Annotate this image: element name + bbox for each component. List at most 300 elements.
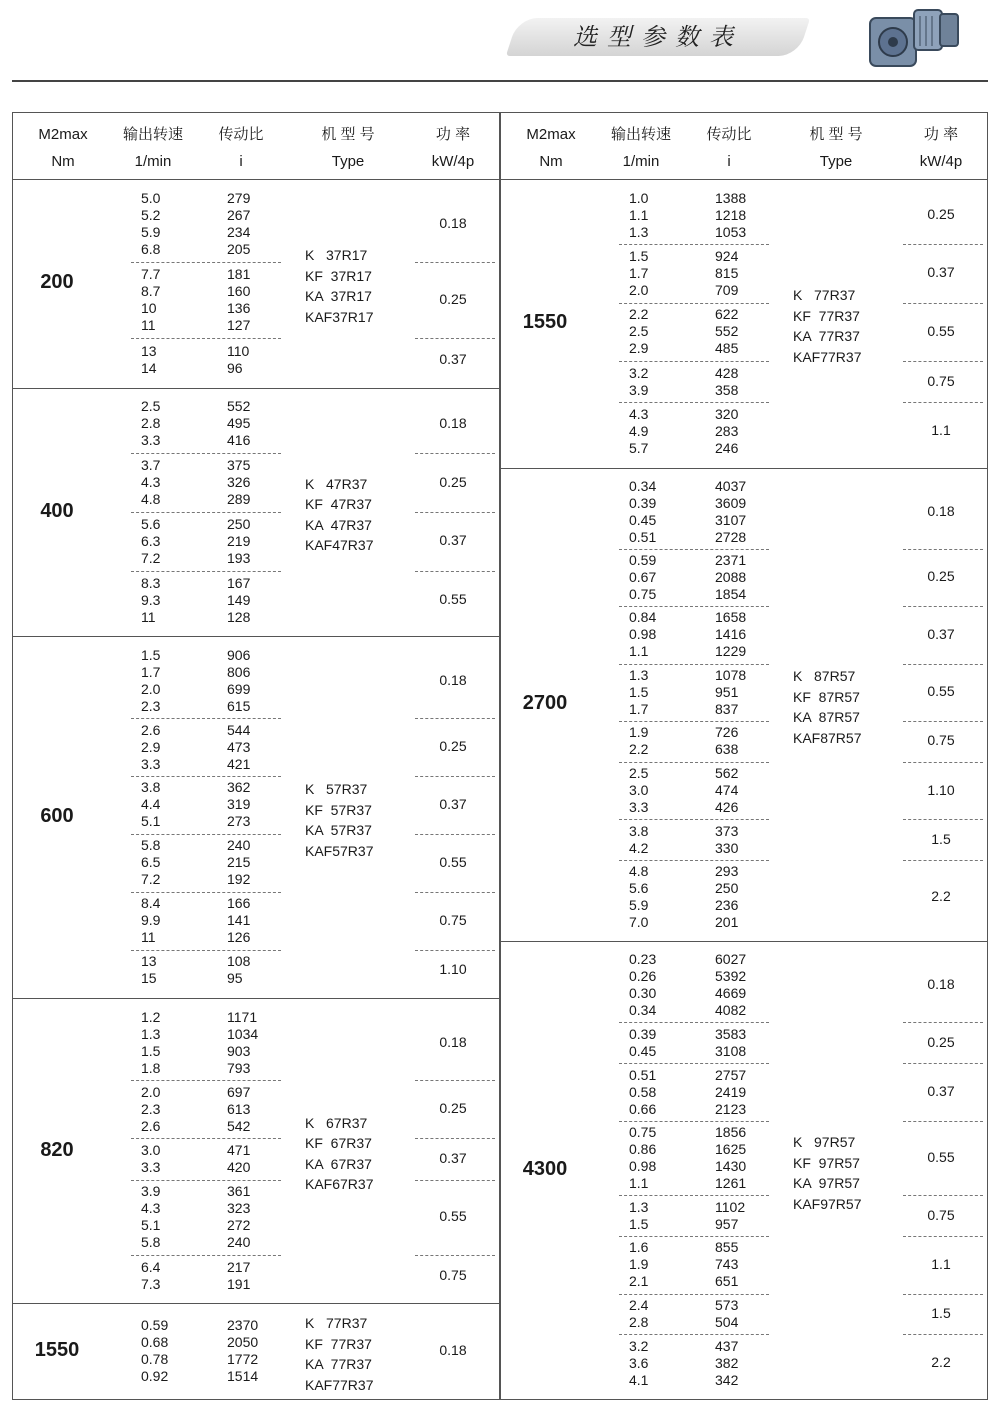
- ratio-value: 283: [715, 422, 739, 439]
- ratio-value: 141: [227, 912, 251, 929]
- power-value: 0.18: [439, 1342, 467, 1359]
- ratio-value: 2419: [715, 1083, 747, 1100]
- ratio-value: 1625: [715, 1141, 747, 1157]
- output-speed: 0.84: [629, 609, 657, 626]
- output-speed: 13: [141, 342, 157, 359]
- ratio-value: 126: [227, 929, 251, 946]
- power-value: 1.1: [931, 422, 951, 439]
- m2max-value: 600: [40, 805, 74, 828]
- block-divider: [619, 762, 769, 763]
- m2max-value: 200: [40, 271, 74, 294]
- output-speed: 1.5: [629, 247, 649, 264]
- ratio-value: 1218: [715, 206, 747, 223]
- output-speed: 1.0: [629, 189, 649, 206]
- header-ratio-line: i: [727, 153, 731, 170]
- ratio-value: 323: [227, 1200, 251, 1217]
- ratio-value: 192: [227, 871, 251, 888]
- block-divider: [903, 549, 983, 550]
- output-speed: 0.68: [141, 1334, 169, 1351]
- output-speed: 5.6: [141, 515, 161, 532]
- ratio-value: 234: [227, 224, 251, 241]
- power-value: 0.75: [927, 372, 955, 389]
- block-divider: [903, 244, 983, 245]
- model-type-list: K 97R57 KF 97R57 KA 97R57 KAF97R57: [793, 1134, 862, 1212]
- ratio-value: 205: [227, 241, 251, 258]
- block-divider: [131, 453, 281, 454]
- ratio-value: 615: [227, 697, 251, 714]
- model-type-list: K 47R37 KF 47R37 KA 47R37 KAF47R37: [305, 475, 374, 554]
- power-value: 0.37: [439, 350, 467, 367]
- output-speed: 3.3: [141, 432, 161, 449]
- block-divider: [131, 1255, 281, 1256]
- output-speed: 8.7: [141, 283, 161, 300]
- header-speed: [113, 121, 193, 175]
- output-speed: 4.3: [141, 1200, 161, 1217]
- power-value: 0.25: [439, 738, 467, 754]
- output-speed: 5.1: [141, 1217, 161, 1234]
- ratio-value: 485: [715, 340, 739, 357]
- output-speed: 6.4: [141, 1258, 161, 1275]
- selection-table-left: [12, 112, 500, 1400]
- ratio-value: 473: [227, 738, 251, 755]
- ratio-value: 96: [227, 359, 243, 376]
- power-value: 0.18: [439, 1033, 467, 1050]
- ratio-value: 815: [715, 264, 739, 281]
- block-divider: [415, 338, 495, 339]
- block-divider: [903, 721, 983, 722]
- output-speed: 15: [141, 970, 157, 987]
- model-type-list: K 87R57 KF 87R57 KA 87R57 KAF87R57: [793, 668, 862, 746]
- power-value: 0.18: [439, 414, 467, 431]
- output-speed: 4.8: [629, 863, 649, 880]
- output-speed: 0.59: [629, 551, 657, 568]
- output-speed: 0.34: [629, 477, 657, 494]
- ratio-value: 504: [715, 1314, 739, 1330]
- output-speed: 7.3: [141, 1275, 161, 1292]
- block-divider: [131, 718, 281, 719]
- ratio-value: 793: [227, 1059, 251, 1076]
- output-speed: 0.59: [141, 1317, 169, 1334]
- block-divider: [903, 606, 983, 607]
- output-speed: 8.3: [141, 574, 161, 591]
- header-power-line: 功 率: [923, 126, 959, 143]
- output-speed: 1.5: [141, 1042, 161, 1059]
- ratio-value: 906: [227, 646, 251, 663]
- output-speed: 3.9: [629, 381, 649, 398]
- block-divider: [903, 1236, 983, 1237]
- model-type-list: K 77R37 KF 77R37 KA 77R37 KAF77R37: [305, 1315, 374, 1393]
- output-speed: 7.0: [629, 914, 649, 931]
- m2max-value: 1550: [34, 1339, 80, 1362]
- gear-reducer-icon: [868, 6, 960, 72]
- ratio-value: 471: [227, 1142, 251, 1159]
- output-speed: 2.4: [629, 1297, 649, 1313]
- power-value: 0.55: [439, 591, 467, 608]
- block-divider: [131, 571, 281, 572]
- ratio-value: 651: [715, 1273, 739, 1290]
- block-divider: [619, 664, 769, 665]
- block-divider: [415, 453, 495, 454]
- output-speed: 2.5: [629, 323, 649, 340]
- ratio-value: 2757: [715, 1066, 747, 1083]
- header-type-line: Type: [819, 153, 853, 170]
- block-divider: [903, 361, 983, 362]
- output-speed: 4.4: [141, 796, 161, 813]
- output-speed: 2.8: [141, 415, 161, 432]
- ratio-value: 110: [227, 342, 250, 359]
- power-value: 0.25: [927, 568, 955, 585]
- ratio-value: 1102: [715, 1198, 746, 1215]
- output-speed: 3.7: [141, 457, 161, 474]
- ratio-value: 1416: [715, 626, 747, 643]
- model-type-list: K 37R17 KF 37R17 KA 37R17 KAF37R17: [305, 247, 374, 325]
- block-divider: [903, 1022, 983, 1023]
- header-speed: [601, 121, 681, 175]
- output-speed: 1.9: [629, 1256, 649, 1273]
- block-divider: [415, 512, 495, 513]
- output-speed: 0.78: [141, 1351, 169, 1368]
- block-divider: [619, 1294, 769, 1295]
- header-ratio-line: 传动比: [218, 126, 264, 143]
- output-speed: 4.9: [629, 422, 649, 439]
- header-speed-line: 输出转速: [122, 126, 183, 143]
- output-speed: 5.1: [141, 813, 161, 830]
- header-power-line: kW/4p: [431, 153, 475, 170]
- header-m2max: [501, 121, 601, 175]
- output-speed: 11: [141, 929, 156, 946]
- header-type: [781, 121, 891, 175]
- block-divider: [619, 819, 769, 820]
- output-speed: 0.75: [629, 1124, 657, 1140]
- ratio-value: 2050: [227, 1334, 259, 1351]
- power-value: 0.37: [439, 532, 467, 549]
- output-speed: 0.92: [141, 1368, 169, 1385]
- output-speed: 0.66: [629, 1100, 657, 1117]
- group-divider: [501, 468, 987, 469]
- output-speed: 0.34: [629, 1002, 657, 1019]
- ratio-value: 1261: [715, 1175, 747, 1191]
- ratio-value: 1854: [715, 585, 747, 602]
- block-divider: [903, 1334, 983, 1335]
- block-divider: [415, 571, 495, 572]
- output-speed: 3.9: [141, 1183, 161, 1200]
- ratio-value: 279: [227, 190, 251, 207]
- ratio-value: 382: [715, 1354, 739, 1371]
- ratio-value: 250: [227, 515, 251, 532]
- output-speed: 11: [141, 317, 156, 334]
- ratio-value: 544: [227, 721, 251, 738]
- block-divider: [903, 664, 983, 665]
- ratio-value: 128: [227, 608, 251, 625]
- output-speed: 1.1: [629, 1175, 649, 1191]
- output-speed: 1.3: [629, 666, 649, 683]
- block-divider: [131, 338, 281, 339]
- ratio-value: 1171: [227, 1008, 258, 1025]
- ratio-value: 373: [715, 822, 739, 839]
- ratio-value: 1229: [715, 643, 747, 660]
- ratio-value: 267: [227, 207, 251, 224]
- ratio-value: 903: [227, 1042, 251, 1059]
- output-speed: 8.4: [141, 895, 161, 912]
- ratio-value: 5392: [715, 968, 747, 985]
- block-divider: [131, 950, 281, 951]
- output-speed: 0.51: [629, 528, 657, 545]
- block-divider: [415, 718, 495, 719]
- output-speed: 4.1: [629, 1371, 649, 1388]
- ratio-value: 855: [715, 1239, 739, 1256]
- page-title: 选型参数表: [573, 23, 743, 51]
- power-value: 1.5: [931, 1305, 951, 1321]
- power-value: 1.5: [931, 830, 951, 847]
- output-speed: 0.98: [629, 1158, 657, 1174]
- output-speed: 10: [141, 300, 157, 317]
- ratio-value: 709: [715, 281, 739, 298]
- ratio-value: 362: [227, 779, 251, 796]
- output-speed: 1.9: [629, 724, 649, 741]
- power-value: 1.1: [931, 1255, 951, 1272]
- block-divider: [619, 303, 769, 304]
- output-speed: 3.0: [141, 1142, 161, 1159]
- output-speed: 2.8: [629, 1314, 649, 1330]
- output-speed: 3.8: [629, 822, 649, 839]
- output-speed: 6.5: [141, 854, 161, 871]
- output-speed: 3.3: [141, 1159, 161, 1176]
- ratio-value: 437: [715, 1337, 739, 1354]
- group-divider: [501, 941, 987, 942]
- m2max-value: 820: [40, 1138, 74, 1161]
- block-divider: [415, 1180, 495, 1181]
- output-speed: 5.9: [629, 897, 649, 914]
- group-divider: [13, 388, 499, 389]
- block-divider: [131, 1080, 281, 1081]
- power-value: 0.25: [439, 1100, 467, 1117]
- block-divider: [619, 1236, 769, 1237]
- ratio-value: 160: [227, 283, 251, 300]
- ratio-value: 166: [227, 895, 251, 912]
- power-value: 0.18: [927, 502, 955, 519]
- output-speed: 1.5: [141, 646, 161, 663]
- header-power: [408, 121, 498, 175]
- block-divider: [131, 1180, 281, 1181]
- block-divider: [415, 950, 495, 951]
- power-value: 0.37: [439, 795, 467, 812]
- ratio-value: 250: [715, 880, 739, 897]
- ratio-value: 699: [227, 680, 251, 697]
- ratio-value: 1856: [715, 1124, 747, 1140]
- power-value: 0.25: [439, 291, 467, 308]
- output-speed: 14: [141, 359, 157, 376]
- header-speed-line: 1/min: [134, 153, 172, 170]
- ratio-value: 426: [715, 799, 739, 816]
- power-value: 2.2: [931, 888, 951, 905]
- output-speed: 1.8: [141, 1059, 161, 1076]
- ratio-value: 272: [227, 1217, 251, 1234]
- output-speed: 2.9: [141, 738, 161, 755]
- output-speed: 7.2: [141, 871, 161, 888]
- block-divider: [131, 512, 281, 513]
- output-speed: 1.2: [141, 1008, 161, 1025]
- ratio-value: 4037: [715, 477, 747, 494]
- output-speed: 2.3: [141, 697, 161, 714]
- block-divider: [415, 1255, 495, 1256]
- output-speed: 0.30: [629, 985, 657, 1002]
- output-speed: 0.98: [629, 626, 657, 643]
- ratio-value: 957: [715, 1215, 739, 1232]
- ratio-value: 217: [227, 1258, 251, 1275]
- ratio-value: 3609: [715, 494, 747, 511]
- group-divider: [13, 1303, 499, 1304]
- block-divider: [619, 721, 769, 722]
- block-divider: [415, 1080, 495, 1081]
- block-divider: [131, 262, 281, 263]
- output-speed: 2.9: [629, 340, 649, 357]
- output-speed: 3.0: [629, 782, 649, 799]
- ratio-value: 215: [227, 854, 251, 871]
- output-speed: 1.5: [629, 1215, 649, 1232]
- ratio-value: 3107: [715, 511, 747, 528]
- power-value: 0.25: [927, 206, 955, 223]
- block-divider: [619, 402, 769, 403]
- block-divider: [619, 244, 769, 245]
- block-divider: [131, 834, 281, 835]
- ratio-value: 552: [227, 398, 251, 415]
- output-speed: 6.8: [141, 241, 161, 258]
- output-speed: 5.8: [141, 837, 161, 854]
- power-value: 0.37: [927, 1083, 955, 1100]
- block-divider: [903, 402, 983, 403]
- output-speed: 1.1: [629, 206, 649, 223]
- ratio-value: 1772: [227, 1351, 259, 1368]
- header-speed-line: 1/min: [622, 153, 660, 170]
- ratio-value: 342: [715, 1371, 739, 1388]
- block-divider: [619, 1334, 769, 1335]
- output-speed: 4.3: [629, 405, 649, 422]
- model-type-list: K 57R37 KF 57R37 KA 57R37 KAF57R37: [305, 781, 374, 859]
- block-divider: [415, 262, 495, 263]
- output-speed: 3.2: [629, 1337, 649, 1354]
- header-type-line: Type: [331, 153, 365, 170]
- block-divider: [619, 1022, 769, 1023]
- ratio-value: 219: [227, 532, 251, 549]
- ratio-value: 420: [227, 1159, 251, 1176]
- power-value: 0.37: [927, 625, 955, 642]
- header-m2max-line: M2max: [38, 126, 88, 143]
- output-speed: 6.3: [141, 532, 161, 549]
- m2max-value: 2700: [522, 692, 568, 715]
- power-value: 0.75: [927, 732, 955, 749]
- block-divider: [415, 892, 495, 893]
- ratio-value: 613: [227, 1100, 251, 1117]
- ratio-value: 127: [227, 317, 251, 334]
- block-divider: [903, 1121, 983, 1122]
- m2max-value: 1550: [522, 311, 568, 334]
- power-value: 0.37: [927, 264, 955, 281]
- header-power-line: kW/4p: [919, 153, 963, 170]
- power-value: 0.18: [439, 671, 467, 688]
- output-speed: 1.3: [141, 1025, 161, 1042]
- block-divider: [903, 303, 983, 304]
- power-value: 0.25: [927, 1033, 955, 1050]
- power-value: 0.75: [927, 1206, 955, 1223]
- output-speed: 1.3: [629, 1198, 649, 1215]
- block-divider: [415, 776, 495, 777]
- ratio-value: 837: [715, 700, 739, 717]
- ratio-value: 743: [715, 1256, 739, 1273]
- ratio-value: 562: [715, 765, 739, 782]
- output-speed: 3.2: [629, 364, 649, 381]
- model-type-list: K 77R37 KF 77R37 KA 77R37 KAF77R37: [793, 287, 862, 365]
- output-speed: 2.3: [141, 1100, 161, 1117]
- block-divider: [131, 1138, 281, 1139]
- ratio-value: 108: [227, 953, 251, 970]
- ratio-value: 2371: [715, 551, 747, 568]
- output-speed: 1.3: [629, 223, 649, 240]
- ratio-value: 2123: [715, 1100, 747, 1117]
- ratio-value: 319: [227, 796, 251, 813]
- output-speed: 0.45: [629, 511, 657, 528]
- ratio-value: 201: [715, 914, 739, 931]
- ratio-value: 240: [227, 837, 251, 854]
- header-m2max-line: Nm: [51, 153, 75, 170]
- header-m2max-line: Nm: [539, 153, 563, 170]
- header-ratio-line: 传动比: [706, 126, 752, 143]
- ratio-value: 1430: [715, 1158, 747, 1174]
- group-divider: [13, 998, 499, 999]
- output-speed: 5.8: [141, 1234, 161, 1251]
- power-value: 0.75: [439, 1266, 467, 1283]
- ratio-value: 330: [715, 839, 739, 856]
- ratio-value: 181: [227, 266, 251, 283]
- ratio-value: 1388: [715, 189, 747, 206]
- ratio-value: 552: [715, 323, 739, 340]
- output-speed: 0.39: [629, 494, 657, 511]
- output-speed: 9.3: [141, 591, 161, 608]
- output-speed: 2.6: [141, 721, 161, 738]
- output-speed: 5.7: [629, 439, 649, 456]
- header-m2max: [13, 121, 113, 175]
- ratio-value: 358: [715, 381, 739, 398]
- power-value: 0.18: [439, 215, 467, 232]
- ratio-value: 375: [227, 457, 251, 474]
- power-value: 0.55: [439, 853, 467, 870]
- ratio-value: 320: [715, 405, 739, 422]
- ratio-value: 1658: [715, 609, 747, 626]
- block-divider: [131, 892, 281, 893]
- output-speed: 1.6: [629, 1239, 649, 1256]
- block-divider: [619, 1121, 769, 1122]
- power-value: 0.55: [927, 322, 955, 339]
- output-speed: 1.7: [141, 663, 161, 680]
- block-divider: [619, 549, 769, 550]
- ratio-value: 246: [715, 439, 739, 456]
- header-type-line: 机 型 号: [809, 126, 863, 143]
- ratio-value: 2088: [715, 568, 747, 585]
- output-speed: 0.51: [629, 1066, 657, 1083]
- header-type: [293, 121, 403, 175]
- power-value: 0.37: [439, 1150, 467, 1167]
- block-divider: [903, 819, 983, 820]
- ratio-value: 924: [715, 247, 739, 264]
- output-speed: 5.6: [629, 880, 649, 897]
- model-type-list: K 67R37 KF 67R37 KA 67R37 KAF67R37: [305, 1114, 374, 1193]
- output-speed: 2.2: [629, 741, 649, 758]
- output-speed: 0.26: [629, 968, 657, 985]
- m2max-value: 4300: [522, 1158, 568, 1181]
- block-divider: [415, 834, 495, 835]
- output-speed: 3.3: [141, 755, 161, 772]
- ratio-value: 293: [715, 863, 739, 880]
- ratio-value: 416: [227, 432, 251, 449]
